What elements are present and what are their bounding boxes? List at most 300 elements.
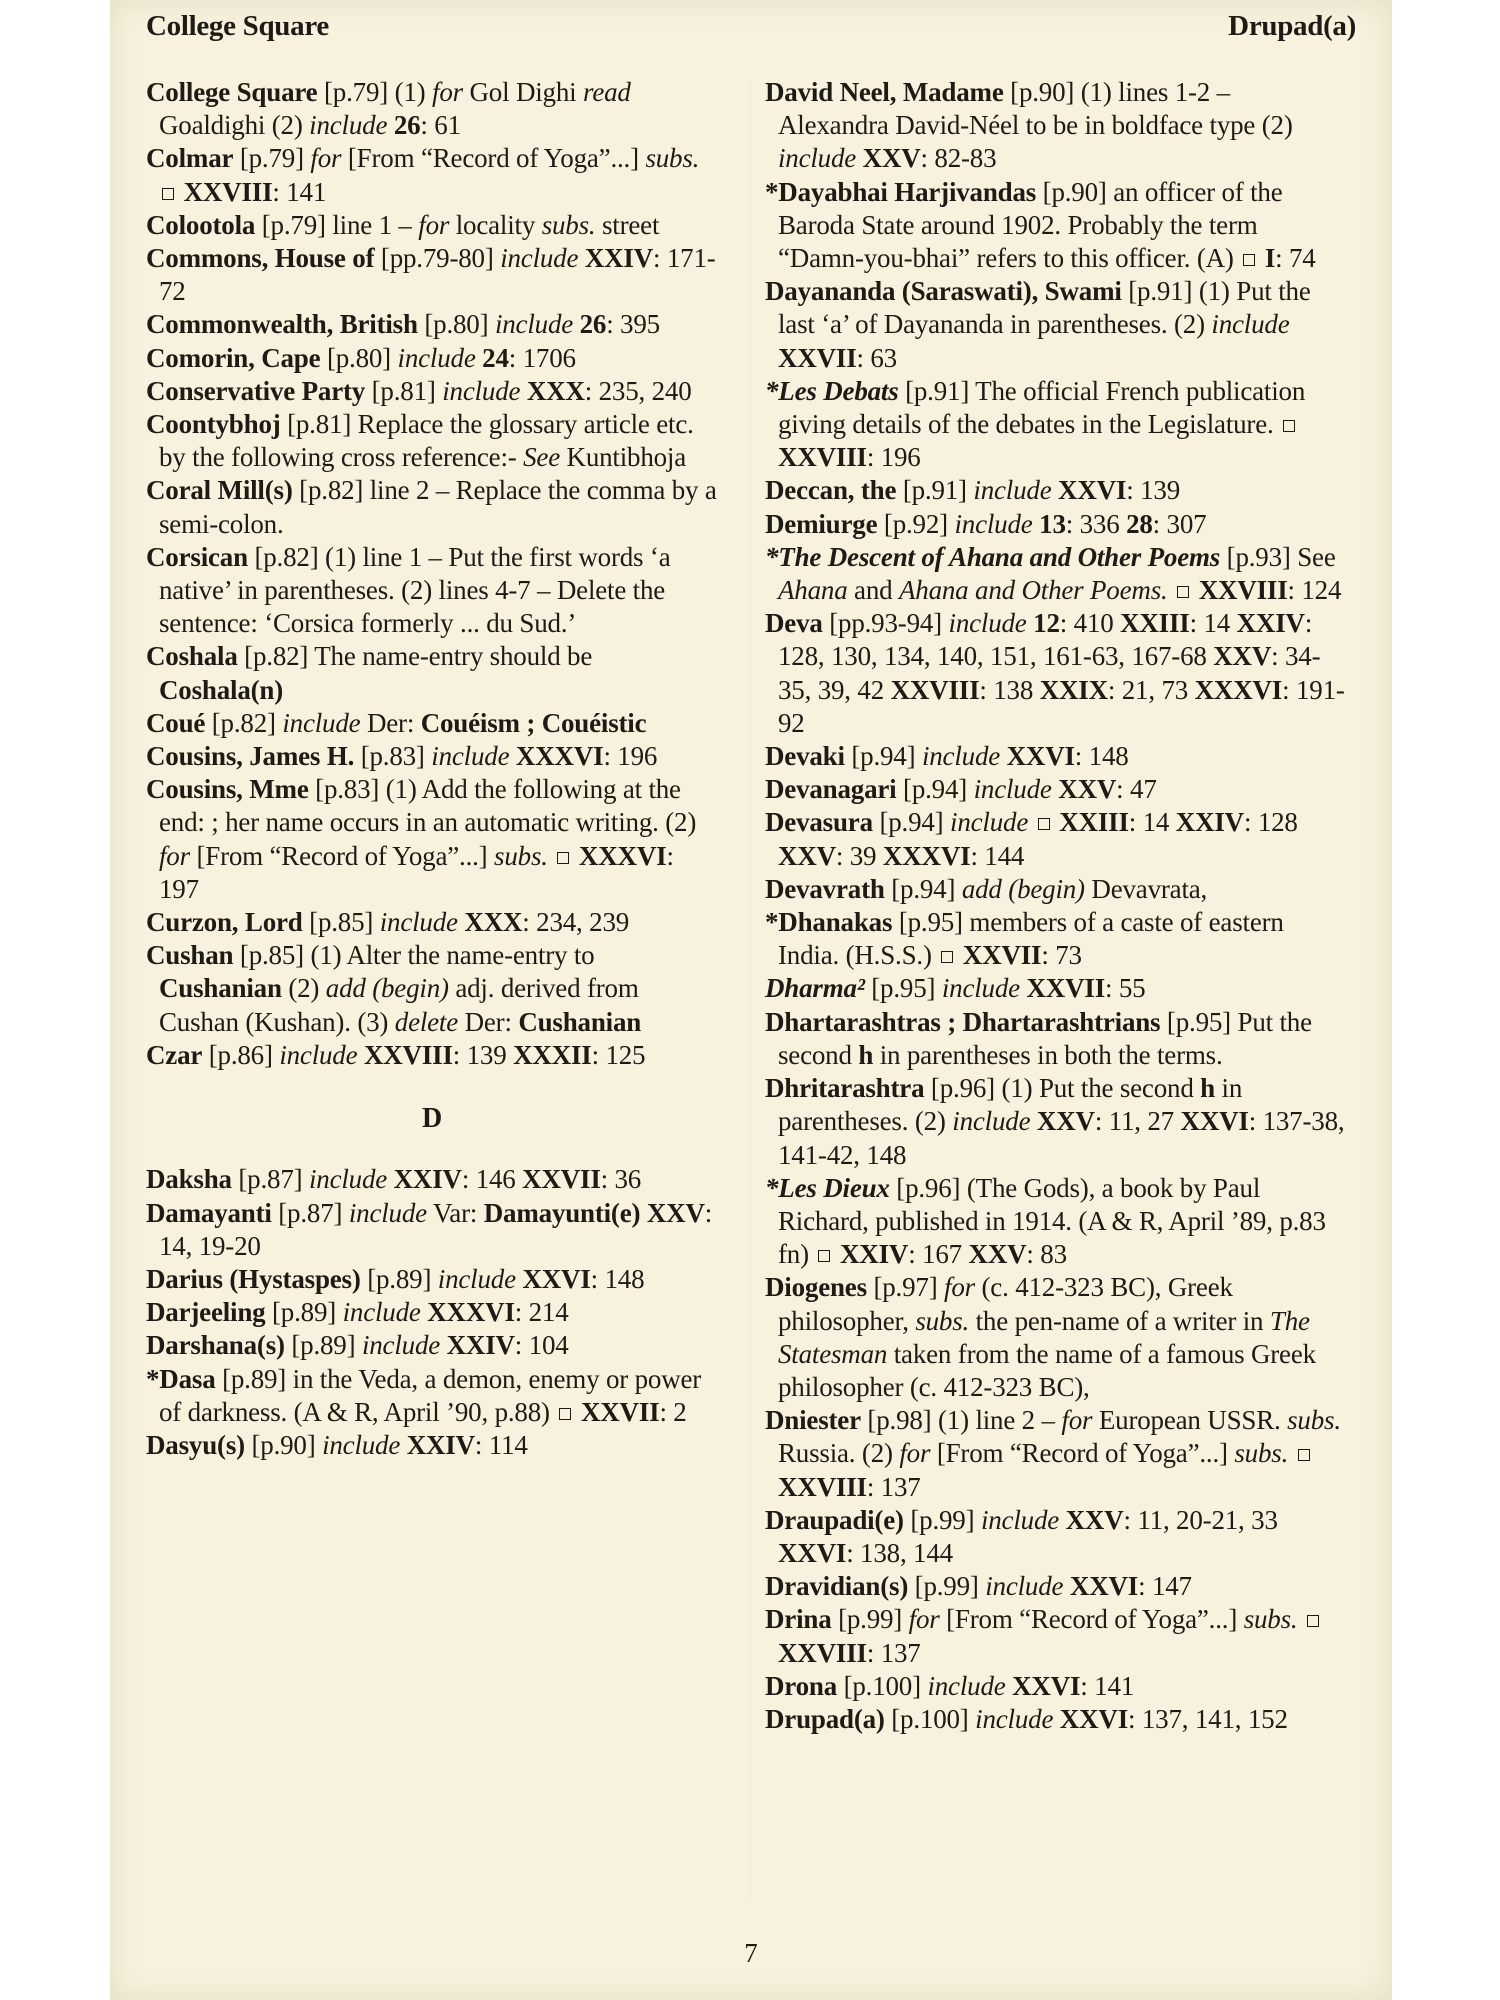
entry-text: : 214 [514,1297,569,1328]
glossary-entry [146,1263,718,1296]
glossary-entry [146,1039,718,1072]
page-number: 7 [744,1938,758,1968]
italic-keyword: include [431,741,510,772]
bold-reference: 26 [579,309,607,340]
entry-text: locality [449,209,542,240]
box-icon [1243,254,1255,266]
box-icon [1038,818,1050,830]
entry-text: (2) [281,973,326,1004]
entry-text: : 74 [1275,243,1316,274]
entry-text: [p.79] (1) [317,77,433,107]
entry-text: [p.99] [908,1571,986,1602]
glossary-entry [146,242,718,308]
entry-text: [p.87] [231,1164,309,1195]
glossary-entry [765,972,1345,1005]
glossary-entry [146,1296,718,1329]
glossary-entry [146,939,718,1039]
glossary-entry [146,1429,718,1462]
entry-headword: Devanagari [765,774,897,805]
italic-keyword: for [432,77,463,107]
entry-text: [pp.79-80] [374,243,501,274]
glossary-entry [146,209,718,242]
glossary-entry [765,275,1345,375]
glossary-entry [146,142,718,208]
italic-keyword: include [975,1703,1054,1734]
entry-headword: Dhritarashtra [765,1073,925,1104]
italic-keyword: for [159,840,190,871]
bold-reference: XXV [1065,1504,1124,1535]
bold-reference: XXIII [1059,807,1129,838]
entry-text: : 47 [1116,774,1157,805]
entry-text: Var: [426,1197,484,1228]
entry-text: : 114 [474,1429,528,1460]
entry-text: Kuntibhoja [559,442,687,473]
bold-reference: XXVII [778,342,857,373]
entry-text: [p.85] (1) Alter the name-entry to [233,940,595,971]
running-head-left: College Square [146,10,329,42]
entry-text: and [847,575,899,606]
glossary-entry [146,1163,718,1196]
entry-text: : 21, 73 [1107,674,1195,705]
italic-keyword: include [437,1263,516,1294]
entry-text: : 14, 19-20 [159,1197,713,1261]
entry-text: : 73 [1041,940,1082,971]
entry-text: [p.82] (1) line 1 – Put the first words ‘a native’ in parentheses. (2) lines 4-7 – Delete the sentence: ‘Corsica formerly ... du Sud.’ [159,541,671,639]
entry-text: [p.93] See [1220,541,1336,572]
bold-reference: XXV [1058,774,1117,805]
entry-text: [p.83] [354,741,432,772]
italic-keyword: add (begin) [325,973,449,1004]
box-icon [162,188,174,200]
entry-text: : 137 [866,1471,921,1502]
entry-text: : 141 [272,176,327,207]
entry-text: adj. derived from Cushan (Kushan). (3) [159,973,639,1037]
bold-reference: XXVIII [363,1039,453,1070]
entry-text: : 14 [1189,608,1237,639]
bold-reference: XXIII [1120,608,1190,639]
entry-text: [p.100] [837,1670,928,1701]
entry-text: [From “Record of Yoga”...] [341,143,646,174]
glossary-entry [146,1363,718,1429]
italic-keyword: include [927,1670,1006,1701]
italic-keyword: include [348,1197,427,1228]
bold-reference: Coshala(n) [159,674,284,705]
glossary-entry [146,773,718,906]
bold-reference: XXXVI [427,1297,515,1328]
glossary-entry [765,1006,1345,1072]
glossary-entry [146,342,718,375]
glossary-entry [765,1570,1345,1603]
entry-text: : 139 [452,1039,514,1070]
italic-keyword: include [500,243,579,274]
italic-keyword: subs. [1243,1604,1298,1635]
entry-text: street [595,209,660,240]
bold-reference: h [858,1039,874,1070]
italic-keyword: for [899,1438,931,1469]
glossary-entry [765,176,1345,276]
bold-reference: XXIV [1175,807,1244,838]
entry-text: [p.79] line 1 – [255,209,419,240]
entry-headword: Damayanti [146,1197,272,1228]
entry-text: European USSR. [1092,1405,1288,1436]
entry-headword: Conservative Party [146,375,366,406]
entry-headword: Drona [765,1670,838,1701]
entry-text: [p.81] Replace the glossary article etc. by the following cross reference:- [159,409,694,473]
glossary-entry [765,773,1345,806]
entry-text: (c. 412-323 BC), Greek philosopher, [778,1272,1233,1336]
italic-keyword: delete [394,1006,459,1037]
entry-text: : 410 [1059,608,1121,639]
bold-reference: XXV [1036,1106,1095,1137]
entry-headword: Colmar [146,143,234,174]
entry-text: [p.95] members of a caste of eastern India. (H.S.S.) [778,907,1284,971]
entry-text: Gol Dighi [462,77,584,107]
glossary-entry [146,408,718,474]
bold-reference: XXV [1213,641,1272,672]
entry-headword: Deva [765,608,823,639]
glossary-entry [765,1072,1345,1172]
italic-keyword: subs. [494,840,548,871]
entry-text: : 307 [1152,508,1207,539]
entry-text: : 1706 [508,342,576,373]
italic-keyword: include [952,1106,1031,1137]
entry-headword: Darshana(s) [146,1330,285,1361]
bold-reference: XXVIII [183,176,273,207]
entry-text: : 137 [866,1637,921,1668]
bold-reference: XXV [862,143,921,174]
italic-keyword: include [941,973,1020,1004]
bold-reference: XXX [526,375,585,406]
glossary-entry [765,375,1345,475]
entry-text: [p.92] [877,508,955,539]
entry-text: : 144 [970,840,1025,871]
entry-text: [p.89] [284,1330,362,1361]
bold-reference: XXVII [522,1164,601,1195]
italic-keyword: Ahana and Other Poems. [898,575,1168,606]
entry-headword: *Les Debats [765,375,899,406]
italic-keyword: include [342,1297,421,1328]
entry-text: [p.87] [271,1197,349,1228]
italic-keyword: include [322,1429,401,1460]
entry-text: [p.94] [884,873,962,904]
entry-text: [p.96] (The Gods), a book by Paul Richard, published in 1914. (A & R, April ’89, p.83 fn) [778,1172,1326,1270]
bold-reference: XXXVI [1194,674,1283,705]
entry-text: : 171-72 [159,243,716,307]
entry-text: : 125 [591,1039,646,1070]
bold-reference: XXVI [1012,1670,1081,1701]
entry-text: [p.81] [365,375,443,406]
entry-text: Der: [360,707,421,738]
bold-reference: 28 [1126,508,1153,539]
bold-reference: Damayunti(e) [483,1197,641,1228]
entry-text [548,841,555,871]
italic-keyword: add (begin) [961,873,1085,904]
italic-keyword: include [494,309,574,340]
box-icon [1283,420,1295,432]
entry-text: : 395 [606,309,660,340]
glossary-entry [146,474,718,540]
entry-text: : 138, 144 [846,1537,953,1568]
entry-text: [p.82] line 2 – Replace the comma by a semi-colon. [159,475,717,539]
bold-reference: XXXII [513,1039,592,1070]
italic-keyword: subs. [1234,1438,1289,1469]
entry-headword: Dasyu(s) [146,1429,245,1460]
entry-text: in parentheses. (2) [778,1073,1243,1137]
bold-reference: XXXVI [578,840,667,871]
entry-text: : 148 [1074,741,1129,772]
entry-text: : 63 [856,342,897,373]
entry-headword: Cousins, James H. [146,741,355,772]
entry-text: : 2 [659,1396,687,1427]
italic-keyword: subs. [915,1305,970,1336]
bold-reference: XXVI [778,1537,847,1568]
glossary-entry [146,541,718,641]
entry-text: : 138 [979,674,1040,705]
entry-headword: Coué [146,707,206,738]
glossary-entry [765,1404,1345,1504]
bold-reference: Cushanian [159,973,282,1004]
entry-text: [p.80] [320,342,398,373]
glossary-entry [765,1603,1345,1669]
entry-text: : 124 [1287,575,1342,606]
entry-text: [p.89] [265,1297,343,1328]
left-column [146,76,718,1462]
entry-headword: David Neel, Madame [765,77,1004,107]
entry-text: : 141 [1080,1670,1135,1701]
entry-text: the pen-name of a writer in [969,1305,1270,1336]
entry-text: : 191-92 [778,674,1345,738]
entry-text: [p.99] [903,1504,981,1535]
bold-reference: XXVI [1180,1106,1249,1137]
entry-headword: Diogenes [765,1272,867,1303]
italic-keyword: read [583,77,631,107]
entry-headword: Deccan, the [765,475,897,506]
glossary-entry [765,1703,1345,1736]
entry-headword: Dharma² [765,973,865,1004]
entry-text: : 137, 141, 152 [1128,1703,1288,1734]
entry-headword: Curzon, Lord [146,907,303,938]
italic-keyword: include [954,508,1033,539]
bold-reference: XXIV [840,1239,909,1270]
entry-text: : 82-83 [920,143,997,174]
glossary-entry [765,873,1345,906]
entry-text: [p.86] [202,1039,280,1070]
bold-reference: XXVI [1059,1703,1128,1734]
entry-text: [p.94] [872,807,951,838]
glossary-entry [765,1670,1345,1703]
entry-text: [p.82] [205,707,283,738]
entry-text: : 11, 27 [1094,1106,1181,1137]
bold-reference: XXIV [393,1164,462,1195]
italic-keyword: include [309,110,388,141]
bold-reference: XXVII [1026,973,1106,1004]
bold-reference: XXVIII [778,1637,867,1668]
bold-reference: XXVII [962,940,1042,971]
entry-text: [p.91] [896,475,974,506]
italic-keyword: See [523,442,560,473]
bold-reference: XXVII [580,1396,660,1427]
entry-text: : 235, 240 [584,375,692,406]
entry-headword: Commons, House of [146,243,375,274]
italic-keyword: include [379,907,458,938]
entry-text: : 128 [1243,807,1298,838]
entry-text: : 34-35, 39, 42 [778,641,1321,705]
entry-text: [p.80] [417,309,495,340]
box-icon [559,1408,571,1420]
entry-text: [p.91] The official French publication giving details of the debates in the Legislature. [778,375,1306,440]
bold-reference: 12 [1033,608,1060,639]
entry-text [1297,1604,1304,1634]
glossary-entry [146,308,718,341]
italic-keyword: include [361,1330,441,1361]
italic-keyword: for [418,209,450,240]
entry-headword: Devaki [765,741,845,772]
bold-reference: XXVI [522,1263,591,1294]
italic-keyword: include [948,608,1027,639]
entry-text: : 61 [420,110,461,141]
italic-keyword: Ahana [778,575,848,606]
entry-text: [From “Record of Yoga”...] [939,1604,1244,1635]
glossary-entry [146,375,718,408]
entry-headword: *The Descent of Ahana and Other Poems [765,541,1221,572]
italic-keyword: include [950,807,1029,838]
italic-keyword: subs. [541,209,596,240]
entry-headword: Draupadi(e) [765,1504,904,1535]
entry-text: : 11, 20-21, 33 [1123,1504,1278,1535]
entry-headword: *Dayabhai Harjivandas [765,176,1037,207]
entry-text [1028,807,1035,837]
italic-keyword: for [310,143,342,174]
glossary-entry [765,906,1345,972]
entry-text: Goaldighi (2) [159,110,310,141]
box-icon [1298,1449,1310,1461]
entry-headword: Drina [765,1604,832,1635]
glossary-entry [765,1172,1345,1272]
entry-headword: Dhartarashtras ; Dhartarashtrians [765,1006,1161,1037]
bold-reference: I [1264,243,1276,274]
entry-headword: Cushan [146,940,234,971]
glossary-entry [146,740,718,773]
glossary-entry [765,607,1345,740]
glossary-entry [765,474,1345,507]
entry-text: : 196 [603,741,658,772]
entry-text: [p.91] (1) Put the last ‘a’ of Dayananda in parentheses. (2) [778,276,1311,340]
entry-text: : 83 [1026,1239,1067,1270]
glossary-entry [765,541,1345,607]
bold-reference: XXV [646,1197,705,1228]
entry-headword: Czar [146,1039,203,1070]
entry-headword: Comorin, Cape [146,342,321,373]
entry-text: : 147 [1138,1571,1192,1602]
entry-text: in parentheses in both the terms. [873,1039,1223,1070]
entry-text: [p.85] [302,907,380,938]
entry-text: : 336 [1065,508,1127,539]
entry-headword: Coral Mill(s) [146,475,293,506]
entry-text: [p.95] Put the second [778,1006,1312,1070]
bold-reference: XXVIII [1198,575,1288,606]
bold-reference: XXIX [1039,674,1108,705]
entry-headword: *Dasa [146,1363,216,1394]
entry-text: : 234, 239 [522,907,630,938]
italic-keyword: for [944,1272,975,1303]
bold-reference: XXIV [1236,608,1305,639]
box-icon [1177,586,1189,598]
entry-text [1288,1438,1295,1468]
box-icon [557,852,569,864]
entry-text: : 55 [1105,973,1146,1004]
entry-headword: Colootola [146,209,256,240]
bold-reference: 24 [482,342,509,373]
entry-text: [p.94] [844,741,922,772]
entry-text: [From “Record of Yoga”...] [189,840,495,871]
entry-text: : 197 [159,840,674,904]
entry-headword: Commonwealth, British [146,309,418,340]
entry-text: [p.89] [360,1263,438,1294]
entry-text: [p.89] in the Veda, a demon, enemy or power of darkness. (A & R, April ’90, p.88) [159,1363,702,1427]
bold-reference: Couéism ; Couéistic [420,707,647,738]
entry-headword: *Dhanakas [765,907,893,938]
entry-text: : 148 [590,1263,645,1294]
entry-text: [p.96] (1) Put the second [924,1073,1201,1104]
entry-text: : 139 [1126,475,1181,506]
entry-headword: Devasura [765,807,873,838]
entry-text: [p.95] [864,973,942,1004]
entry-text: [p.99] [831,1604,909,1635]
glossary-entry [146,1197,718,1263]
entry-headword: Dniester [765,1405,861,1436]
entry-headword: Cousins, Mme [146,774,309,805]
entry-headword: Darius (Hystaspes) [146,1263,361,1294]
glossary-entry [146,76,718,142]
bold-reference: XXXVI [882,840,971,871]
page [110,0,1392,2000]
italic-keyword: include [778,143,857,174]
entry-text: [p.98] (1) line 2 – [860,1405,1062,1436]
glossary-entry [765,76,1345,176]
running-head-right: Drupad(a) [1228,10,1356,42]
entry-text: : 137-38, 141-42, 148 [778,1106,1345,1170]
bold-reference: XXV [778,840,836,871]
entry-text: [p.83] (1) Add the following at the end: ; her name occurs in an automatic writing. (2) [159,774,697,838]
box-icon [1307,1615,1319,1627]
glossary-entry [765,806,1345,872]
glossary-entry [146,1329,718,1362]
bold-reference: XXVI [1069,1571,1139,1602]
entry-headword: Coshala [146,641,238,672]
italic-keyword: include [921,741,1001,772]
italic-keyword: include [973,774,1052,805]
box-icon [941,951,953,963]
bold-reference: h [1200,1073,1215,1104]
bold-reference: XXXVI [515,741,604,772]
bold-reference: 26 [393,110,421,141]
bold-reference: XXVIII [890,674,980,705]
entry-text: : 196 [866,442,921,473]
bold-reference: Cushanian [518,1006,642,1037]
entry-text: : 36 [600,1164,642,1195]
italic-keyword: The Statesman [778,1305,1310,1369]
bold-reference: XXX [464,907,523,938]
entry-headword: Dravidian(s) [765,1571,909,1602]
right-column [765,76,1345,1736]
italic-keyword: include [442,375,521,406]
italic-keyword: include [980,1504,1060,1535]
italic-keyword: subs. [645,143,700,174]
entry-headword: Corsican [146,541,248,572]
entry-text: [p.90] an officer of the Baroda State around 1902. Probably the term “Damn-you-bhai” refers to this officer. (A) [778,176,1283,274]
italic-keyword: include [279,1039,358,1070]
entry-text: [p.82] The name-entry should be [237,641,593,672]
